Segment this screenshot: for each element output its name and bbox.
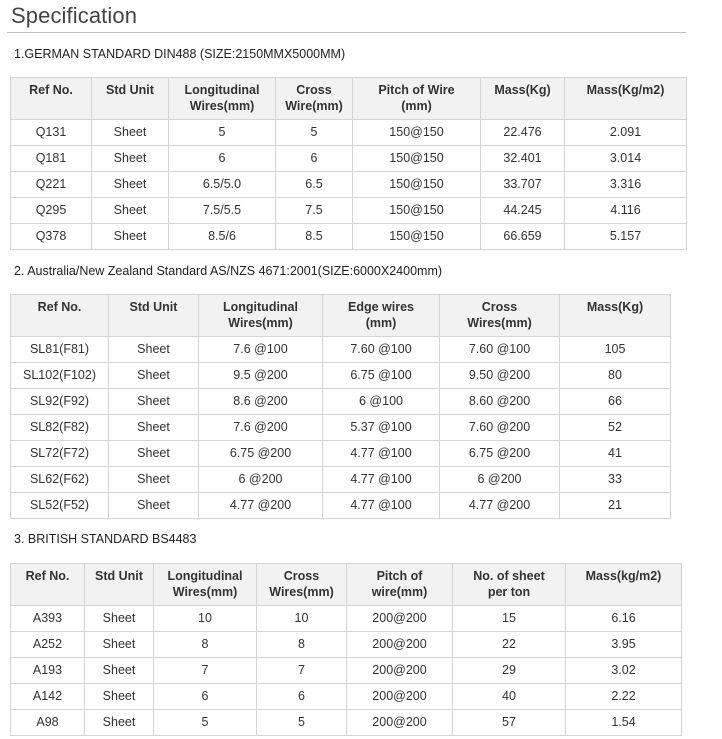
table-cell: 2.091 bbox=[565, 120, 687, 146]
table-cell: 21 bbox=[560, 493, 671, 519]
table-cell: 8 bbox=[154, 632, 257, 658]
section-heading: 2. Australia/New Zealand Standard AS/NZS 4671:2001(SIZE:6000X2400mm) bbox=[14, 264, 443, 278]
column-header bbox=[92, 78, 169, 120]
table-cell: Q378 bbox=[11, 224, 92, 250]
table-cell: 33 bbox=[560, 467, 671, 493]
table-cell: Sheet bbox=[92, 120, 169, 146]
column-header-line: No. of sheet bbox=[473, 569, 545, 583]
table-cell: 3.316 bbox=[565, 172, 687, 198]
column-header-line: Ref No. bbox=[37, 300, 82, 314]
column-header-line: Cross bbox=[283, 569, 320, 583]
spec-table-din488 bbox=[10, 77, 687, 250]
table-cell: 9.50 @200 bbox=[440, 363, 560, 389]
table-cell: 10 bbox=[257, 606, 347, 632]
column-header-line: Cross bbox=[481, 300, 518, 314]
table-cell: Sheet bbox=[85, 710, 154, 736]
column-header-line: Wires(mm) bbox=[228, 316, 293, 330]
table-cell: 8 bbox=[257, 632, 347, 658]
table-cell: Sheet bbox=[109, 415, 199, 441]
column-header bbox=[453, 564, 566, 606]
column-header bbox=[566, 564, 682, 606]
column-header-line: Mass(Kg) bbox=[494, 83, 551, 97]
table-cell: Q181 bbox=[11, 146, 92, 172]
column-header bbox=[323, 295, 440, 337]
table-cell: 200@200 bbox=[347, 658, 453, 684]
table-row bbox=[11, 441, 671, 467]
table-cell: Sheet bbox=[85, 632, 154, 658]
table-cell: 29 bbox=[453, 658, 566, 684]
table-header-row bbox=[11, 295, 671, 337]
table-cell: 4.77 @100 bbox=[323, 467, 440, 493]
column-header-line: Std Unit bbox=[95, 569, 143, 583]
table-cell: Sheet bbox=[109, 337, 199, 363]
column-header bbox=[199, 295, 323, 337]
table-cell: 5.37 @100 bbox=[323, 415, 440, 441]
table-cell: 4.116 bbox=[565, 198, 687, 224]
column-header bbox=[347, 564, 453, 606]
table-cell: 7.6 @200 bbox=[199, 415, 323, 441]
table-cell: 6 @200 bbox=[440, 467, 560, 493]
table-cell: Sheet bbox=[109, 441, 199, 467]
section-heading: 1.GERMAN STANDARD DIN488 (SIZE:2150MMX5000MM) bbox=[14, 47, 346, 61]
table-row bbox=[11, 120, 687, 146]
table-cell: 7.5/5.5 bbox=[169, 198, 276, 224]
column-header-line: Mass(Kg) bbox=[586, 300, 644, 314]
table-cell: 44.245 bbox=[481, 198, 565, 224]
table-cell: 7.60 @200 bbox=[440, 415, 560, 441]
column-header-line: Wires(mm) bbox=[467, 316, 532, 330]
table-cell: 6 @100 bbox=[323, 389, 440, 415]
table-cell: 8.5 bbox=[276, 224, 353, 250]
table-cell: 7 bbox=[154, 658, 257, 684]
table-cell: 80 bbox=[560, 363, 671, 389]
table-cell: 150@150 bbox=[353, 198, 481, 224]
table-cell: 150@150 bbox=[353, 172, 481, 198]
table-cell: 7.6 @100 bbox=[199, 337, 323, 363]
table-cell: Sheet bbox=[85, 606, 154, 632]
table-cell: 5 bbox=[169, 120, 276, 146]
table-cell: 7.60 @100 bbox=[323, 337, 440, 363]
table-cell: 10 bbox=[154, 606, 257, 632]
table-cell: 32.401 bbox=[481, 146, 565, 172]
table-cell: 200@200 bbox=[347, 632, 453, 658]
column-header-line: Edge wires bbox=[348, 300, 414, 314]
table-row bbox=[11, 389, 671, 415]
column-header bbox=[276, 78, 353, 120]
table-cell: 6 bbox=[169, 146, 276, 172]
column-header-line: Longitudinal bbox=[184, 83, 260, 97]
table-cell: 3.95 bbox=[566, 632, 682, 658]
table-cell: SL81(F81) bbox=[11, 337, 109, 363]
table-header-row bbox=[11, 564, 682, 606]
column-header-line: (mm) bbox=[401, 99, 432, 113]
table-cell: Q131 bbox=[11, 120, 92, 146]
table-cell: 150@150 bbox=[353, 224, 481, 250]
column-header-line: Std Unit bbox=[129, 300, 178, 314]
table-cell: Sheet bbox=[85, 658, 154, 684]
table-cell: 52 bbox=[560, 415, 671, 441]
column-header-line: Pitch of Wire bbox=[378, 83, 455, 97]
table-cell: Sheet bbox=[109, 467, 199, 493]
table-cell: 66.659 bbox=[481, 224, 565, 250]
table-cell: SL102(F102) bbox=[11, 363, 109, 389]
title-divider bbox=[7, 32, 686, 33]
column-header-line: Pitch of bbox=[376, 569, 423, 583]
table-cell: 5 bbox=[154, 710, 257, 736]
table-row bbox=[11, 658, 682, 684]
table-row bbox=[11, 198, 687, 224]
table-cell: 150@150 bbox=[353, 120, 481, 146]
table-cell: 1.54 bbox=[566, 710, 682, 736]
table-cell: A252 bbox=[11, 632, 85, 658]
table-cell: 4.77 @100 bbox=[323, 441, 440, 467]
table-cell: 5 bbox=[276, 120, 353, 146]
table-row bbox=[11, 606, 682, 632]
table-cell: 4.77 @100 bbox=[323, 493, 440, 519]
table-cell: Sheet bbox=[109, 493, 199, 519]
table-cell: 105 bbox=[560, 337, 671, 363]
table-cell: 3.014 bbox=[565, 146, 687, 172]
table-row bbox=[11, 363, 671, 389]
table-cell: 8.6 @200 bbox=[199, 389, 323, 415]
column-header-line: Ref No. bbox=[29, 83, 73, 97]
table-cell: 40 bbox=[453, 684, 566, 710]
table-cell: A393 bbox=[11, 606, 85, 632]
table-cell: 22.476 bbox=[481, 120, 565, 146]
table-cell: 200@200 bbox=[347, 684, 453, 710]
table-cell: 200@200 bbox=[347, 710, 453, 736]
table-row bbox=[11, 146, 687, 172]
table-cell: 33.707 bbox=[481, 172, 565, 198]
column-header-line: (mm) bbox=[365, 316, 397, 330]
table-cell: Sheet bbox=[92, 172, 169, 198]
table-cell: 41 bbox=[560, 441, 671, 467]
table-cell: SL72(F72) bbox=[11, 441, 109, 467]
column-header-line: wire(mm) bbox=[371, 585, 428, 599]
column-header-line: per ton bbox=[487, 585, 531, 599]
table-cell: Sheet bbox=[109, 363, 199, 389]
table-cell: 22 bbox=[453, 632, 566, 658]
table-row bbox=[11, 172, 687, 198]
column-header-line: Cross bbox=[296, 83, 332, 97]
table-cell: 66 bbox=[560, 389, 671, 415]
table-cell: 6 bbox=[154, 684, 257, 710]
table-cell: SL92(F92) bbox=[11, 389, 109, 415]
table-cell: Sheet bbox=[109, 389, 199, 415]
column-header bbox=[11, 564, 85, 606]
table-cell: Q221 bbox=[11, 172, 92, 198]
table-cell: 57 bbox=[453, 710, 566, 736]
table-row bbox=[11, 632, 682, 658]
table-cell: Sheet bbox=[92, 198, 169, 224]
table-cell: 6 bbox=[276, 146, 353, 172]
table-cell: Sheet bbox=[92, 146, 169, 172]
table-cell: 7.5 bbox=[276, 198, 353, 224]
spec-table-bs4483 bbox=[10, 563, 682, 736]
table-cell: 2.22 bbox=[566, 684, 682, 710]
table-cell: 5.157 bbox=[565, 224, 687, 250]
column-header-line: Wire(mm) bbox=[285, 99, 343, 113]
spec-table-asnzs4671 bbox=[10, 294, 671, 519]
table-cell: A98 bbox=[11, 710, 85, 736]
table-row bbox=[11, 337, 671, 363]
column-header-line: Mass(kg/m2) bbox=[585, 569, 662, 583]
column-header-line: Std Unit bbox=[106, 83, 154, 97]
table-cell: 8.60 @200 bbox=[440, 389, 560, 415]
column-header bbox=[109, 295, 199, 337]
table-cell: 4.77 @200 bbox=[440, 493, 560, 519]
table-cell: 6.16 bbox=[566, 606, 682, 632]
column-header-line: Longitudinal bbox=[223, 300, 298, 314]
table-cell: A142 bbox=[11, 684, 85, 710]
table-cell: 8.5/6 bbox=[169, 224, 276, 250]
column-header-line: Wires(mm) bbox=[269, 585, 334, 599]
column-header bbox=[85, 564, 154, 606]
table-cell: 4.77 @200 bbox=[199, 493, 323, 519]
table-cell: SL52(F52) bbox=[11, 493, 109, 519]
table-row bbox=[11, 493, 671, 519]
column-header bbox=[257, 564, 347, 606]
table-cell: 6 bbox=[257, 684, 347, 710]
table-cell: Sheet bbox=[85, 684, 154, 710]
column-header-line: Wires(mm) bbox=[189, 99, 255, 113]
table-row bbox=[11, 710, 682, 736]
table-cell: 9.5 @200 bbox=[199, 363, 323, 389]
table-row bbox=[11, 684, 682, 710]
table-cell: 7.60 @100 bbox=[440, 337, 560, 363]
column-header bbox=[169, 78, 276, 120]
table-cell: 7 bbox=[257, 658, 347, 684]
table-row bbox=[11, 415, 671, 441]
column-header bbox=[565, 78, 687, 120]
table-cell: 200@200 bbox=[347, 606, 453, 632]
column-header bbox=[11, 295, 109, 337]
table-cell: 150@150 bbox=[353, 146, 481, 172]
table-cell: SL82(F82) bbox=[11, 415, 109, 441]
table-cell: A193 bbox=[11, 658, 85, 684]
table-cell: 6.75 @200 bbox=[440, 441, 560, 467]
table-cell: SL62(F62) bbox=[11, 467, 109, 493]
table-cell: 3.02 bbox=[566, 658, 682, 684]
table-cell: 15 bbox=[453, 606, 566, 632]
table-cell: 5 bbox=[257, 710, 347, 736]
table-header-row bbox=[11, 78, 687, 120]
column-header-line: Longitudinal bbox=[167, 569, 243, 583]
column-header-line: Wires(mm) bbox=[172, 585, 238, 599]
table-cell: 6.75 @100 bbox=[323, 363, 440, 389]
column-header bbox=[154, 564, 257, 606]
column-header-line: Mass(Kg/m2) bbox=[586, 83, 665, 97]
column-header bbox=[560, 295, 671, 337]
page-title: Specification bbox=[11, 3, 138, 28]
column-header bbox=[11, 78, 92, 120]
table-cell: 6.75 @200 bbox=[199, 441, 323, 467]
section-heading: 3. BRITISH STANDARD BS4483 bbox=[14, 532, 197, 546]
table-cell: 6.5 bbox=[276, 172, 353, 198]
table-cell: 6 @200 bbox=[199, 467, 323, 493]
column-header-line: Ref No. bbox=[25, 569, 70, 583]
table-row bbox=[11, 467, 671, 493]
table-cell: 6.5/5.0 bbox=[169, 172, 276, 198]
table-cell: Sheet bbox=[92, 224, 169, 250]
table-row bbox=[11, 224, 687, 250]
table-cell: Q295 bbox=[11, 198, 92, 224]
column-header bbox=[353, 78, 481, 120]
column-header bbox=[440, 295, 560, 337]
column-header bbox=[481, 78, 565, 120]
